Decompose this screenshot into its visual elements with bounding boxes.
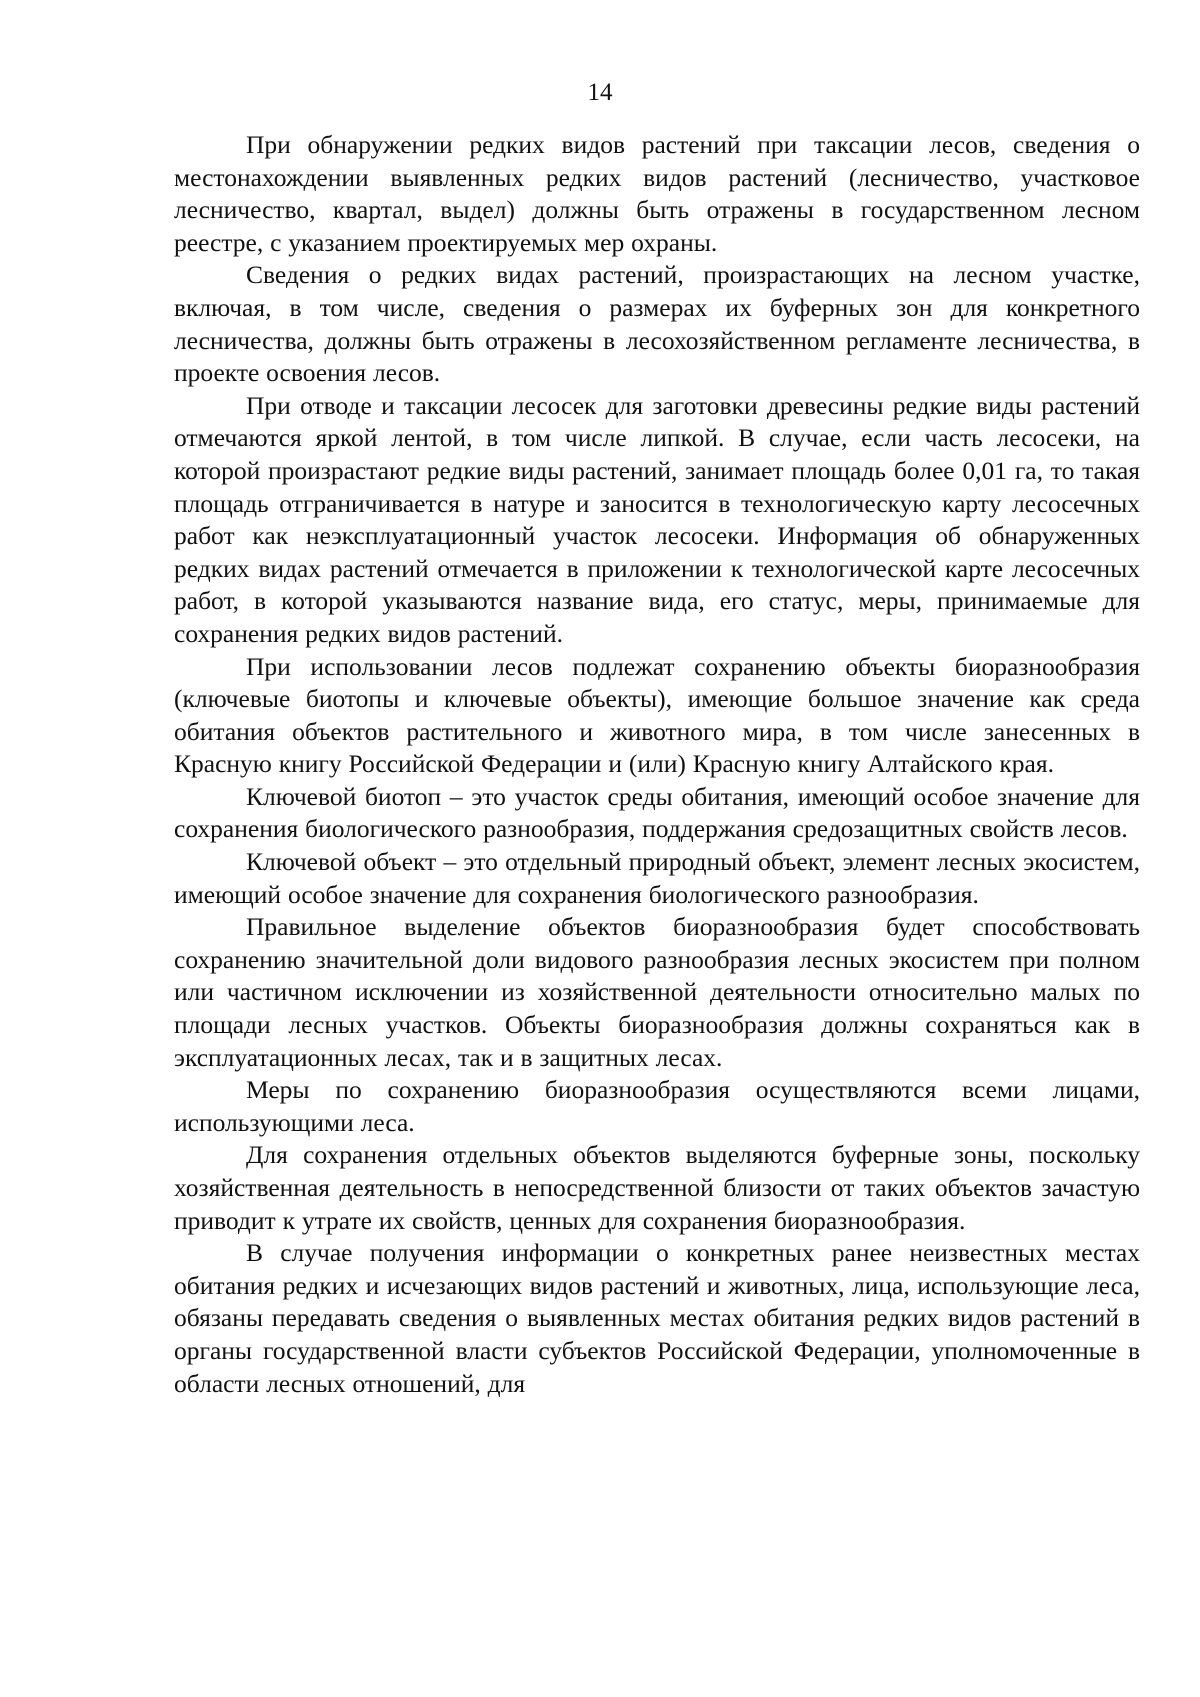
paragraph-biodiversity-objects: При использовании лесов подлежат сохранению объекты биоразнообразия (ключевые биотопы и ключевые объекты), имеющие большое значение как среда обитания объектов растительного и животного мира, в том числе занесенных в Красную книгу Российской Федерации и (или) Красную книгу Алтайского края. [174, 651, 1140, 779]
paragraph-key-biotope-definition: Ключевой биотоп – это участок среды обитания, имеющий особое значение для сохранения биологического разнообразия, поддержания средозащитных свойств лесов. [174, 781, 1140, 844]
paragraph-biodiversity-allocation: Правильное выделение объектов биоразнообразия будет способствовать сохранению значительной доли видового разнообразия лесных экосистем при полном или частичном исключении из хозяйственной деятельности относительно малых по площади лесных участков. Объекты биоразнообразия должны сохраняться как в эксплуатационных лесах, так и в защитных лесах. [174, 912, 1140, 1072]
paragraph-buffer-zones: Для сохранения отдельных объектов выделяются буферные зоны, поскольку хозяйственная деятельность в непосредственной близости от таких объектов зачастую приводит к утрате их свойств, ценных для сохранения биоразнообразия. [174, 1140, 1140, 1235]
paragraph-rare-plants-regulations: Сведения о редких видах растений, произрастающих на лесном участке, включая, в том числе, сведения о размерах их буферных зон для конкретного лесничества, должны быть отражены в лесохозяйственном регламенте лесничества, в проекте освоения лесов. [174, 260, 1140, 388]
paragraph-key-object-definition: Ключевой объект – это отдельный природный объект, элемент лесных экосистем, имеющий особое значение для сохранения биологического разнообразия. [174, 847, 1140, 909]
page-number: 14 [587, 79, 613, 106]
document-body [174, 129, 1140, 1400]
paragraph-rare-plants-taxation: При обнаружении редких видов растений при таксации лесов, сведения о местонахождении выявленных редких видов растений (лесничество, участковое лесничество, квартал, выдел) должны быть отражены в государственном лесном реестре, с указанием проектируемых мер охраны. [174, 130, 1140, 257]
paragraph-reporting-obligation: В случае получения информации о конкретных ранее неизвестных местах обитания редких и исчезающих видов растений и животных, лица, использующие леса, обязаны передавать сведения о выявленных местах обитания редких видов растений в органы государственной власти субъектов Российской Федерации, уполномоченные в области лесных отношений, для [174, 1238, 1140, 1398]
paragraph-conservation-measures: Меры по сохранению биоразнообразия осуществляются всеми лицами, использующими леса. [174, 1075, 1140, 1137]
paragraph-cutting-area-marking: При отводе и таксации лесосек для заготовки древесины редкие виды растений отмечаются яркой лентой, в том числе липкой. В случае, если часть лесосеки, на которой произрастают редкие виды растений, занимает площадь более 0,01 га, то такая площадь отграничивается в натуре и заносится в технологическую карту лесосечных работ как неэксплуатационный участок лесосеки. Информация об обнаруженных редких видах растений отмечается в приложении к технологической карте лесосечных работ, в которой указываются название вида, его статус, меры, принимаемые для сохранения редких видов растений. [174, 390, 1140, 648]
